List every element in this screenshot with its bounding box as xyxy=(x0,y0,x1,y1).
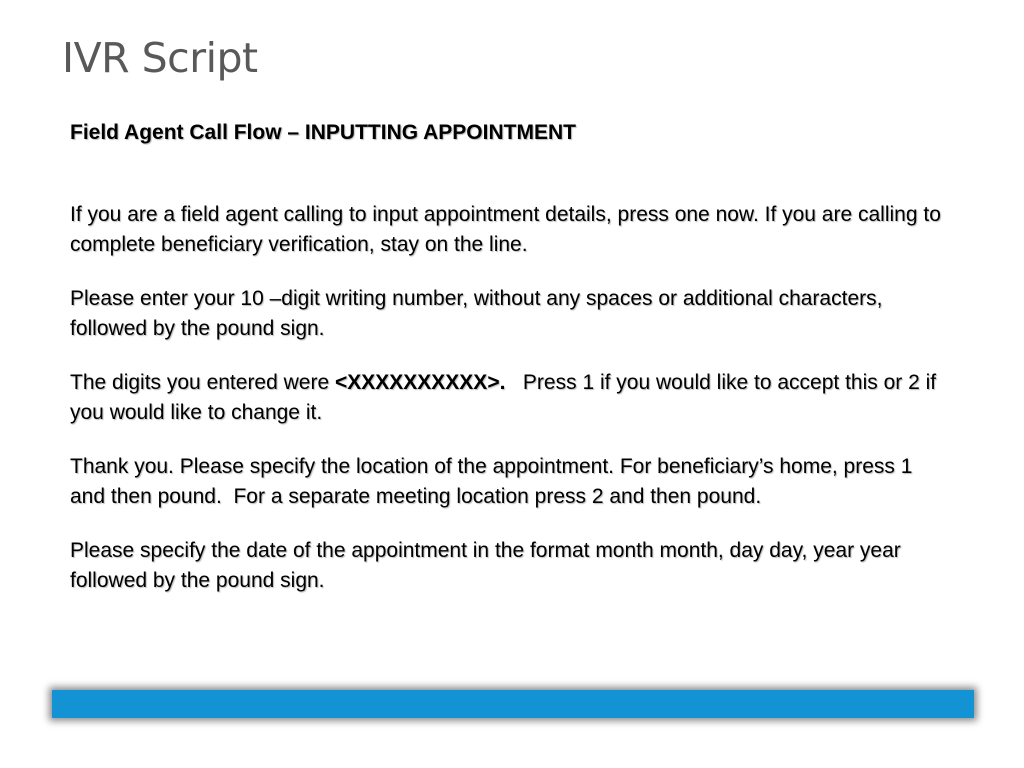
section-heading: Field Agent Call Flow – INPUTTING APPOINTMENT xyxy=(70,121,576,144)
paragraph-appointment-date: Please specify the date of the appointment in the format month month, day day, year year followed by the pound sign. xyxy=(70,539,901,592)
digits-suffix: Press 1 if you would like to accept this or 2 if you would like to change it. xyxy=(70,371,937,424)
paragraph-digits-confirmation xyxy=(70,368,950,428)
paragraph-writing-number: Please enter your 10 –digit writing number, without any spaces or additional characters, followed by the pound sign. xyxy=(70,287,883,340)
paragraph-appointment-location: Thank you. Please specify the location of the appointment. For beneficiary’s home, press 1 and then pound. For a separate meeting location press 2 and then pound. xyxy=(70,455,913,508)
digits-prefix: The digits you entered were xyxy=(70,371,335,394)
digits-placeholder: <XXXXXXXXXX>. xyxy=(334,371,506,394)
slide-title: IVR Script xyxy=(62,34,258,82)
slide-body xyxy=(70,118,950,620)
paragraph-field-agent-option: If you are a field agent calling to input appointment details, press one now. If you are calling to complete beneficiary verification, stay on the line. xyxy=(70,203,941,256)
footer-accent-bar xyxy=(52,690,974,718)
